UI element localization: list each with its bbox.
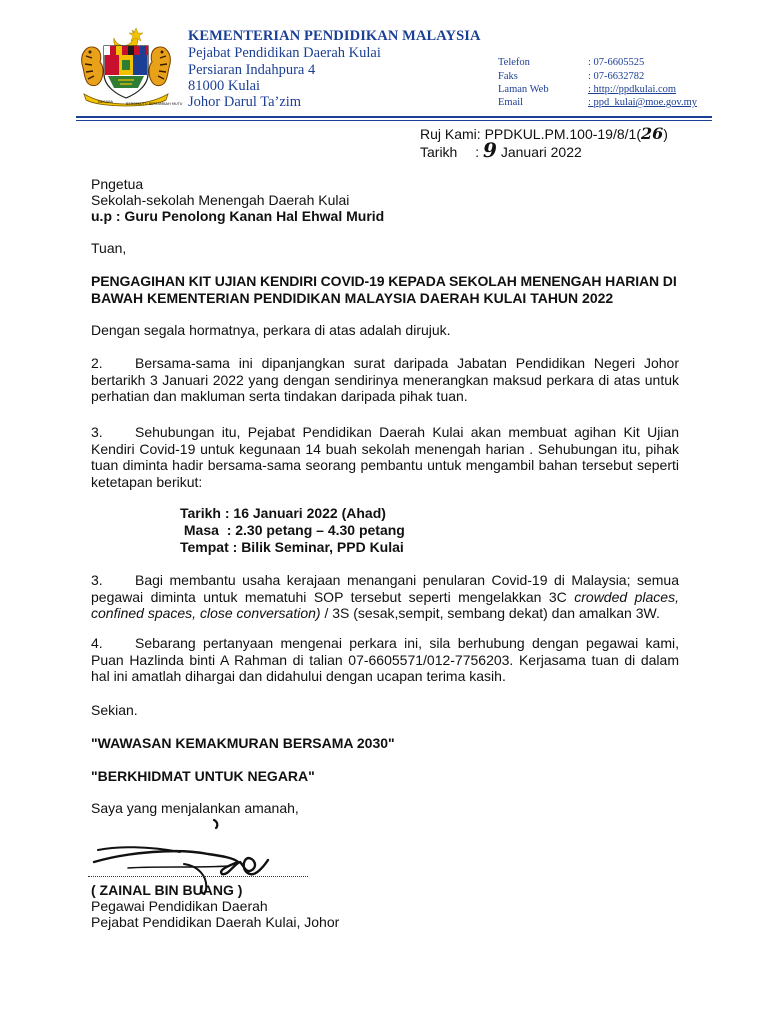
recipient-schools: Sekolah-sekolah Menengah Daerah Kulai [91,192,350,208]
paragraph-3-number: 3. [91,424,103,440]
reference-number [420,126,668,143]
recipient-attention: u.p : Guru Penolong Kanan Hal Ehwal Murid [91,208,385,224]
slogan-wawasan: "WAWASAN KEMAKMURAN BERSAMA 2030" [91,735,395,751]
detail-date: Tarikh : 16 Januari 2022 (Ahad) [180,505,386,521]
paragraph-4 [91,635,679,685]
detail-time: Masa : 2.30 petang – 4.30 petang [180,522,405,538]
crest-motto-left: NEGARA [98,100,114,104]
date-label: Tarikh [420,144,458,160]
paragraph-sop-text-a: Bagi membantu usaha kerajaan menangani penularan Covid-19 di Malaysia; semua pegawai diminta untuk mematuhi SOP tersebut seperti mengelakkan 3C [91,572,679,605]
letter-date [420,138,582,162]
website-label: Laman Web [498,84,549,95]
paragraph-sop-text-b: / 3S (sesak,sempit, sembang dekat) dan amalkan 3W. [320,605,660,621]
phone-value: : 07-6605525 [588,57,645,68]
paragraph-sop-text-italic: crowded places, confined spaces, close conversation) [91,588,679,621]
crest-tiger-left [82,47,103,86]
trust-line: Saya yang menjalankan amanah, [91,800,299,816]
opening-line: Dengan segala hormatnya, perkara di atas adalah dirujuk. [91,322,451,338]
paragraph-2-text: Bersama-sama ini dipanjangkan surat daripada Jabatan Pendidikan Negeri Johor bertarikh 3 Januari 2022 yang dengan sendirinya menerangkan maksud perkara di atas untuk perhatian dan makluman serta tindakan daripada pihak tuan. [91,355,679,404]
paragraph-2-number: 2. [91,355,103,371]
paragraph-sop-number: 3. [91,572,103,588]
paragraph-3 [91,424,679,490]
crest-motto-right: BERSEKUTU BERTAMBAH MUTU [126,102,183,106]
date-handwritten-day: 9 [483,138,497,162]
slogan-berkhidmat: "BERKHIDMAT UNTUK NEGARA" [91,768,315,784]
signatory-title: Pegawai Pendidikan Daerah [91,898,268,914]
subject-line-2: BAWAH KEMENTERIAN PENDIDIKAN MALAYSIA DAERAH KULAI TAHUN 2022 [91,290,614,306]
fax-value: : 07-6632782 [588,71,645,82]
email-label: Email [498,97,524,108]
signatory-office: Pejabat Pendidikan Daerah Kulai, Johor [91,914,340,930]
date-month-year: Januari 2022 [500,144,582,160]
fax-label: Faks [498,71,518,82]
recipient-title: Pngetua [91,176,144,192]
paragraph-4-text: Sebarang pertanyaan mengenai perkara ini, sila berhubung dengan pegawai kami, Puan Hazlinda binti A Rahman di talian 07-6605571/012-7756203. Kerjasama tuan di dalam hal ini amatlah dihargai dan didahului dengan ucapan terima kasih. [91,635,679,684]
date-colon: : [475,144,480,160]
reference-label: Ruj Kami: PPDKUL.PM.100-19/8/1( [420,126,641,142]
paragraph-2 [91,355,679,405]
phone-label: Telefon [498,57,530,68]
paragraph-3-text: Sehubungan itu, Pejabat Pendidikan Daerah Kulai akan membuat agihan Kit Ujian Kendiri Covid-19 untuk kegunaan 14 buah sekolah menengah harian . Sehubungan itu, pihak tuan diminta hadir bersama-sama seorang pembantu untuk mengambil bahan tersebut seperti ketetapan berikut: [91,424,679,490]
signatory-name: ( ZAINAL BIN BUANG ) [91,882,243,898]
subject-line-1: PENGAGIHAN KIT UJIAN KENDIRI COVID-19 KEPADA SEKOLAH MENENGAH HARIAN DI [91,273,677,289]
signature-line [88,876,308,877]
paragraph-sop [91,572,679,622]
crest-tiger-right [149,47,170,86]
header-divider-thick [76,116,712,118]
closing: Sekian. [91,702,138,718]
ministry-name: KEMENTERIAN PENDIDIKAN MALAYSIA [188,28,481,44]
address-street: Persiaran Indahpura 4 [188,62,316,78]
address-postcode-city: 81000 Kulai [188,78,261,94]
email-link[interactable]: : ppd_kulai@moe.gov.my [588,97,698,108]
malaysia-coat-of-arms-logo [78,24,183,108]
paragraph-4-number: 4. [91,635,103,651]
address-state: Johor Darul Ta’zim [188,94,302,110]
salutation: Tuan, [91,240,127,256]
office-name: Pejabat Pendidikan Daerah Kulai [188,45,381,61]
reference-handwritten: 26 [640,124,664,143]
header-divider-thin [76,120,712,121]
detail-venue: Tempat : Bilik Seminar, PPD Kulai [180,539,404,555]
reference-close: ) [663,126,668,142]
website-link[interactable]: : http://ppdkulai.com [588,84,677,95]
crest-shield [104,46,148,98]
